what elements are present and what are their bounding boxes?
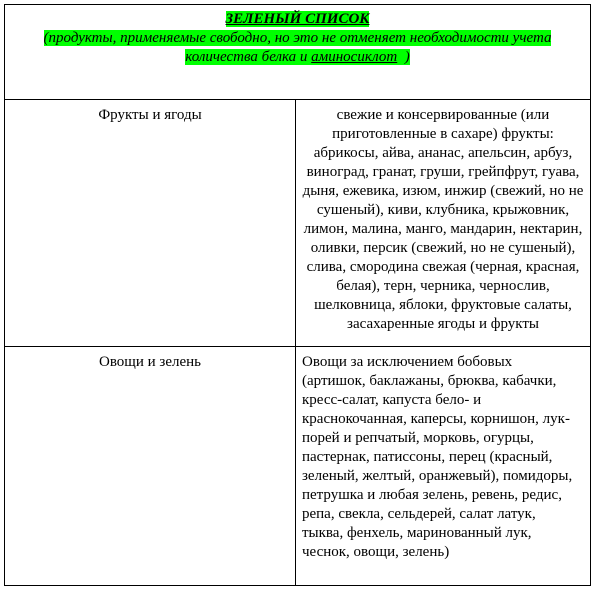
list-subtitle-underlined-word: аминосиклот	[311, 49, 398, 65]
description-text: свежие и консервированные (или приготовленные в сахаре) фрукты: абрикосы, айва, ананас, апельсин, арбуз, виноград, гранат, груши, грейпфрут, гуава, дыня, ежевика, изюм, инжир (свежий, но не сушеный), киви, клубника, крыжовник, лимон, малина, манго, мандарин, нектарин, оливки, персик (свежий, но не сушеный), слива, смородина свежая (черная, красная, белая), терн, черника, чернослив, шелковница, яблоки, фруктовые салаты, засахаренные ягоды и фрукты	[302, 107, 584, 332]
description-cell	[296, 347, 591, 586]
list-title: ЗЕЛЕНЫЙ СПИСОК	[225, 11, 370, 27]
list-subtitle-line-1	[5, 29, 590, 48]
table-header-row	[5, 5, 591, 100]
description-cell	[296, 100, 591, 347]
table-row	[5, 347, 591, 586]
table-row	[5, 100, 591, 347]
green-list-table	[4, 4, 591, 586]
category-cell	[5, 347, 296, 586]
category-label: Овощи и зелень	[98, 354, 201, 370]
list-title-line	[5, 10, 590, 29]
list-subtitle-prefix: количества белка и	[185, 49, 312, 65]
category-cell	[5, 100, 296, 347]
list-subtitle-suffix: )	[397, 49, 410, 65]
description-text: Овощи за исключением бобовых (артишок, баклажаны, брюква, кабачки, кресс-салат, капуста бело- и краснокочанная, каперсы, корнишон, лук-порей и репчатый, морковь, огурцы, пастернак, патиссоны, перец (красный, зеленый, желтый, оранжевый), помидоры, петрушка и любая зелень, ревень, редис, репа, свекла, сельдерей, салат латук, тыква, фенхель, маринованный лук, чеснок, овощи, зелень)	[302, 354, 573, 560]
list-subtitle-part-1: (продукты, применяемые свободно, но это не отменяет необходимости учета	[43, 30, 552, 46]
list-subtitle-part-2	[185, 49, 409, 65]
table-header-cell	[5, 5, 591, 100]
list-subtitle-line-2	[5, 48, 590, 67]
category-label: Фрукты и ягоды	[98, 107, 202, 123]
